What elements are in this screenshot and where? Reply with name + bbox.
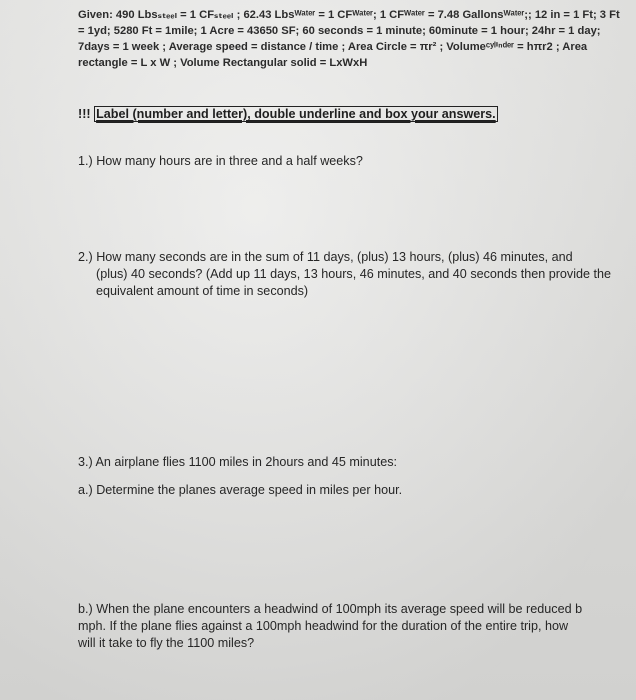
question-3 bbox=[78, 454, 397, 471]
question-3b-line-3: will it take to fly the 1100 miles? bbox=[78, 636, 255, 650]
given-line-4: rectangle = L x W ; Volume Rectangular solid = LxWxH bbox=[78, 57, 368, 69]
question-2 bbox=[78, 249, 611, 300]
question-2-line-3: equivalent amount of time in seconds) bbox=[96, 284, 309, 298]
question-3b-line-1: b.) When the plane encounters a headwind of 100mph its average speed will be reduced b bbox=[78, 602, 583, 616]
given-line-1: Given: 490 Lbsₛₜₑₑₗ = 1 CFₛₜₑₑₗ ; 62.43 Lbsᵂᵃᵗᵉʳ = 1 CFᵂᵃᵗᵉʳ; 1 CFᵂᵃᵗᵉʳ = 7.48 Gallonsᵂᵃᵗᵉʳ;; 12 in = 1 Ft; 3 Ft bbox=[78, 9, 620, 21]
question-3b-line-2: mph. If the plane flies against a 100mph headwind for the duration of the entire trip, how bbox=[78, 619, 569, 633]
given-line-2: = 1yd; 5280 Ft = 1mile; 1 Acre = 43650 SF; 60 seconds = 1 minute; 60minute = 1 hour; 24hr = 1 day; bbox=[78, 25, 601, 37]
question-3-text: 3.) An airplane flies 1100 miles in 2hours and 45 minutes: bbox=[78, 455, 397, 469]
question-1-text: 1.) How many hours are in three and a half weeks? bbox=[78, 154, 363, 168]
question-1 bbox=[78, 153, 363, 170]
question-3a bbox=[78, 482, 402, 499]
question-3a-text: a.) Determine the planes average speed in miles per hour. bbox=[78, 483, 403, 497]
given-line-3: 7days = 1 week ; Average speed = distance / time ; Area Circle = πr² ; Volumeᶜʸˡⁱⁿᵈᵉʳ = hπr2 ; Area bbox=[78, 41, 588, 53]
given-conversions-block bbox=[78, 7, 636, 71]
instruction-prefix: !!! bbox=[78, 107, 95, 121]
instruction-line bbox=[78, 107, 498, 121]
instruction-text: Label (number and letter), double underline and box your answers. bbox=[96, 107, 496, 121]
question-2-line-2: (plus) 40 seconds? (Add up 11 days, 13 hours, 46 minutes, and 40 seconds then provide the bbox=[96, 267, 612, 281]
question-2-line-1: 2.) How many seconds are in the sum of 11 days, (plus) 13 hours, (plus) 46 minutes, and bbox=[78, 250, 573, 264]
question-3b bbox=[78, 601, 582, 652]
